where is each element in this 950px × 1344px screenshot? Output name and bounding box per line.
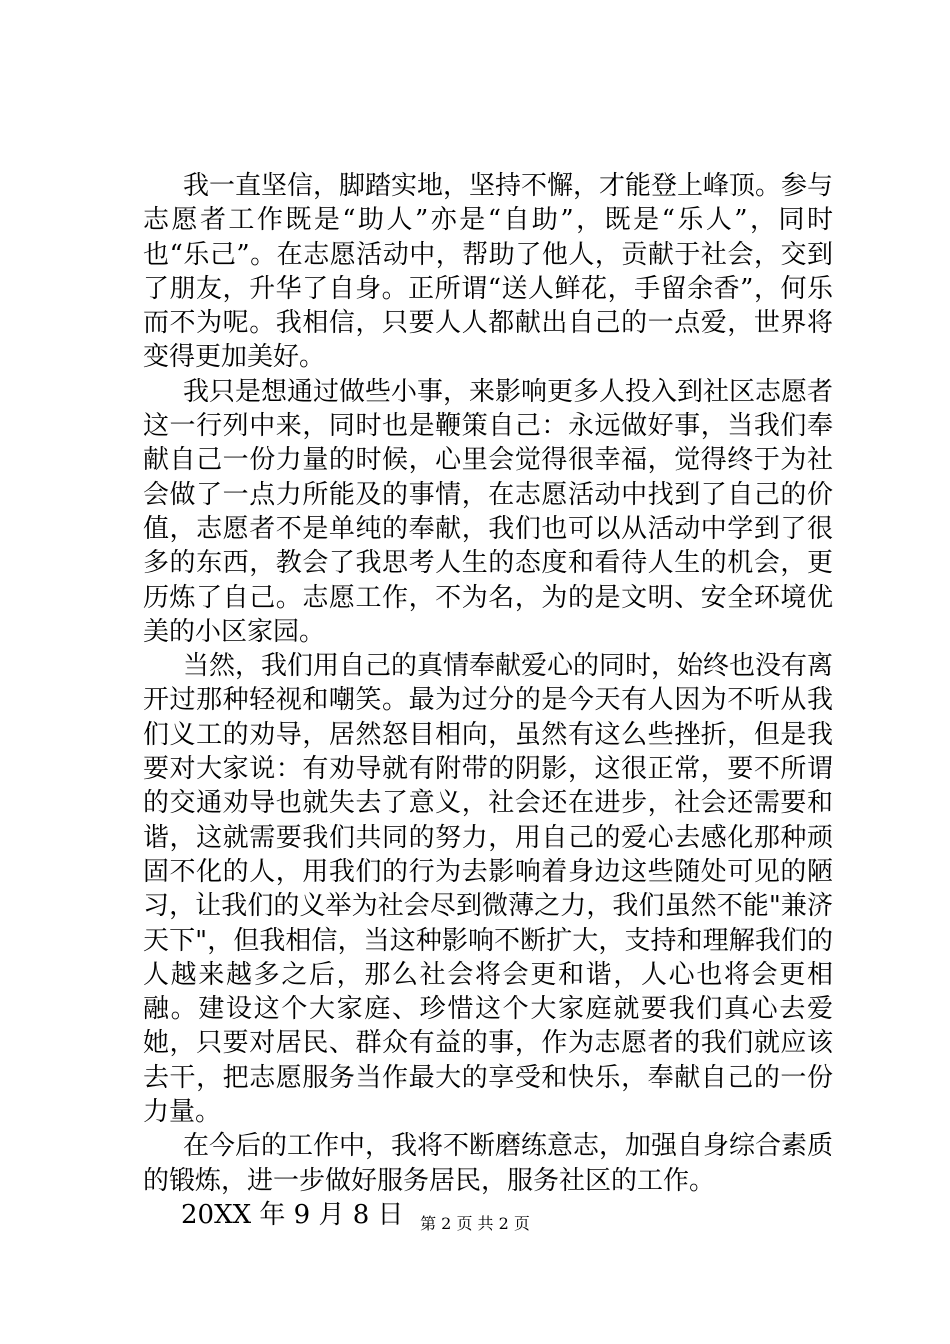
paragraph-1: 我一直坚信，脚踏实地，坚持不懈，才能登上峰顶。参与志愿者工作既是“助人”亦是“自助”，既是“乐人”，同时也“乐己”。在志愿活动中，帮助了他人，贡献于社会，交到了朋友，升华了自身。正所谓“送人鲜花，手留余香”，何乐而不为呢。我相信，只要人人都献出自己的一点爱，世界将变得更加美好。 <box>143 171 834 373</box>
paragraph-3: 当然，我们用自己的真情奉献爱心的同时，始终也没有离开过那种轻视和嘲笑。最为过分的是今天有人因为不听从我们义工的劝导，居然怒目相向，虽然有这么些挫折，但是我要对大家说：有劝导就有附带的阴影，这很正常，要不所谓的交通劝导也就失去了意义，社会还在进步，社会还需要和谐，这就需要我们共同的努力，用自己的爱心去感化那种顽固不化的人，用我们的行为去影响着身边这些随处可见的陋习，让我们的义举为社会尽到微薄之力，我们虽然不能"兼济天下"，但我相信，当这种影响不断扩大，支持和理解我们的人越来越多之后，那么社会将会更和谐，人心也将会更相融。建设这个大家庭、珍惜这个大家庭就要我们真心去爱她，只要对居民、群众有益的事，作为志愿者的我们就应该去干，把志愿服务当作最大的享受和快乐，奉献自己的一份力量。 <box>143 651 834 1128</box>
document-body <box>143 169 833 1232</box>
page-number-footer: 第 2 页 共 2 页 <box>420 1214 530 1233</box>
paragraph-4: 在今后的工作中，我将不断磨练意志，加强自身综合素质的锻炼，进一步做好服务居民，服务社区的工作。 <box>143 1131 834 1196</box>
document-date: 20XX 年 9 月 8 日 <box>181 1199 404 1230</box>
paragraph-2: 我只是想通过做些小事，来影响更多人投入到社区志愿者这一行列中来，同时也是鞭策自己：永远做好事，当我们奉献自己一份力量的时候，心里会觉得很幸福，觉得终于为社会做了一点力所能及的事情，在志愿活动中找到了自己的价值，志愿者不是单纯的奉献，我们也可以从活动中学到了很多的东西，教会了我思考人生的态度和看待人生的机会，更历炼了自己。志愿工作，不为名，为的是文明、安全环境优美的小区家园。 <box>143 376 834 647</box>
